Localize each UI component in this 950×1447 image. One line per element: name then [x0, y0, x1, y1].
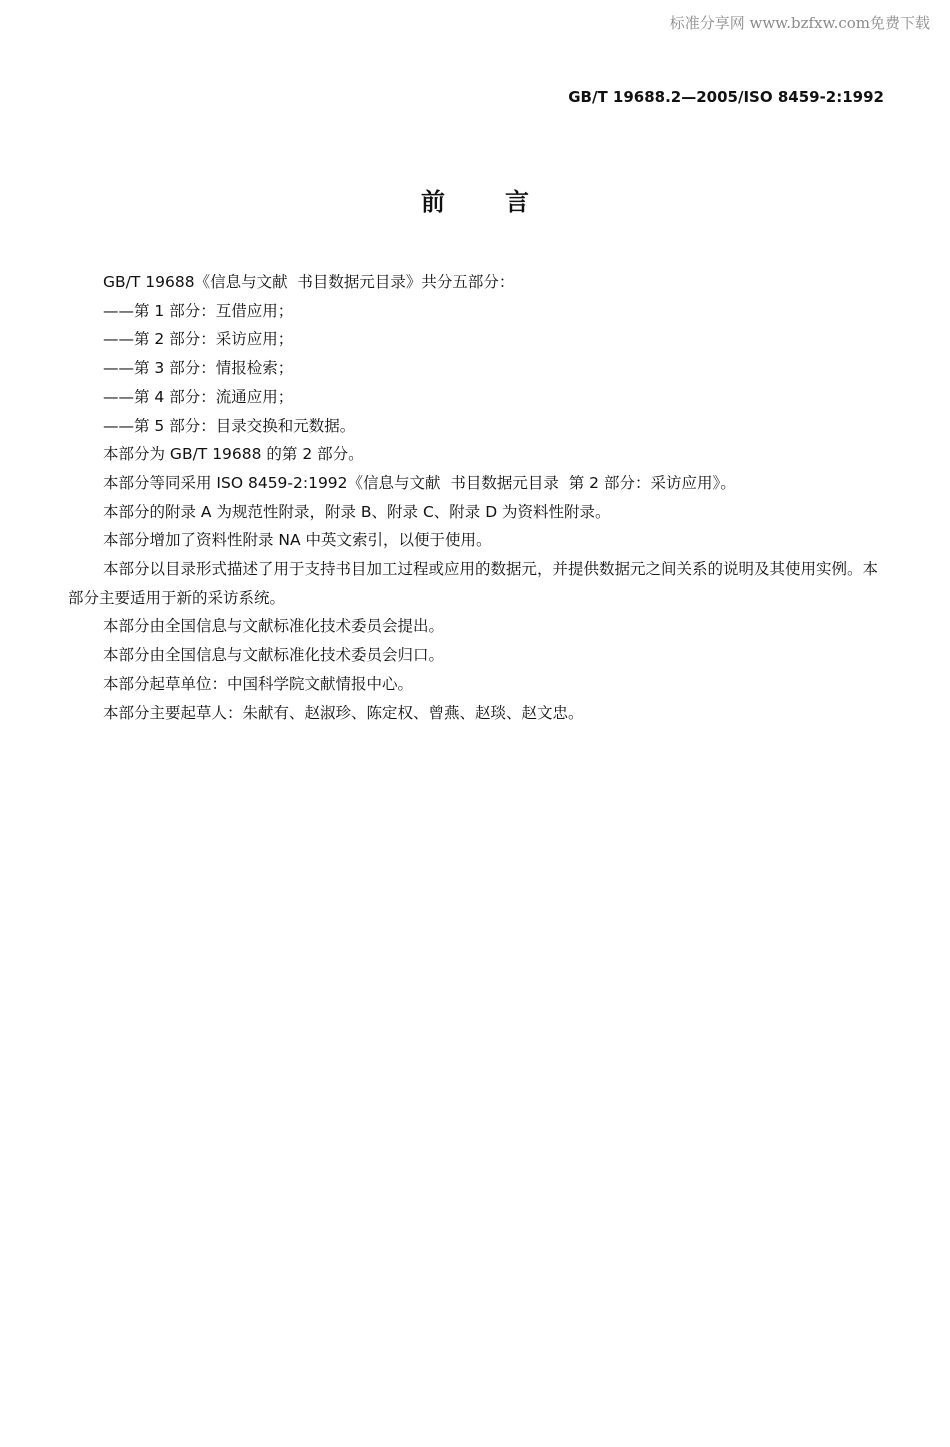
list-item: ——第 5 部分：目录交换和元数据。	[103, 416, 356, 435]
paragraph: GB/T 19688《信息与文献 书目数据元目录》共分五部分：	[103, 273, 515, 291]
paragraph: 本部分增加了资料性附录 NA 中英文索引，以便于使用。	[103, 531, 492, 550]
paragraph: 本部分等同采用 ISO 8459-2:1992《信息与文献 书目数据元目录 第 2 部分：采访应用》。	[103, 473, 736, 492]
paragraph: 本部分的附录 A 为规范性附录，附录 B、附录 C、附录 D 为资料性附录。	[103, 502, 611, 521]
standard-number: GB/T 19688.2—2005/ISO 8459-2:1992	[568, 88, 884, 106]
paragraph: 本部分由全国信息与文献标准化技术委员会提出。	[103, 617, 445, 636]
page-title: 前言	[421, 188, 589, 216]
list-item: ——第 2 部分：采访应用；	[103, 330, 294, 349]
foreword-body	[68, 268, 890, 727]
watermark-text: 标准分享网 www.bzfxw.com免费下载	[669, 14, 930, 32]
list-item: ——第 4 部分：流通应用；	[103, 387, 294, 406]
list-item: ——第 3 部分：情报检索；	[103, 359, 294, 378]
paragraph: 本部分主要起草人：朱献有、赵淑珍、陈定权、曾燕、赵琰、赵文忠。	[103, 703, 584, 722]
paragraph: 本部分以目录形式描述了用于支持书目加工过程或应用的数据元，并提供数据元之间关系的说明及其使用实例。本部分主要适用于新的采访系统。	[68, 560, 879, 607]
paragraph: 本部分由全国信息与文献标准化技术委员会归口。	[103, 646, 445, 665]
paragraph: 本部分起草单位：中国科学院文献情报中心。	[103, 674, 414, 693]
list-item: ——第 1 部分：互借应用；	[103, 301, 294, 320]
paragraph: 本部分为 GB/T 19688 的第 2 部分。	[103, 445, 364, 464]
